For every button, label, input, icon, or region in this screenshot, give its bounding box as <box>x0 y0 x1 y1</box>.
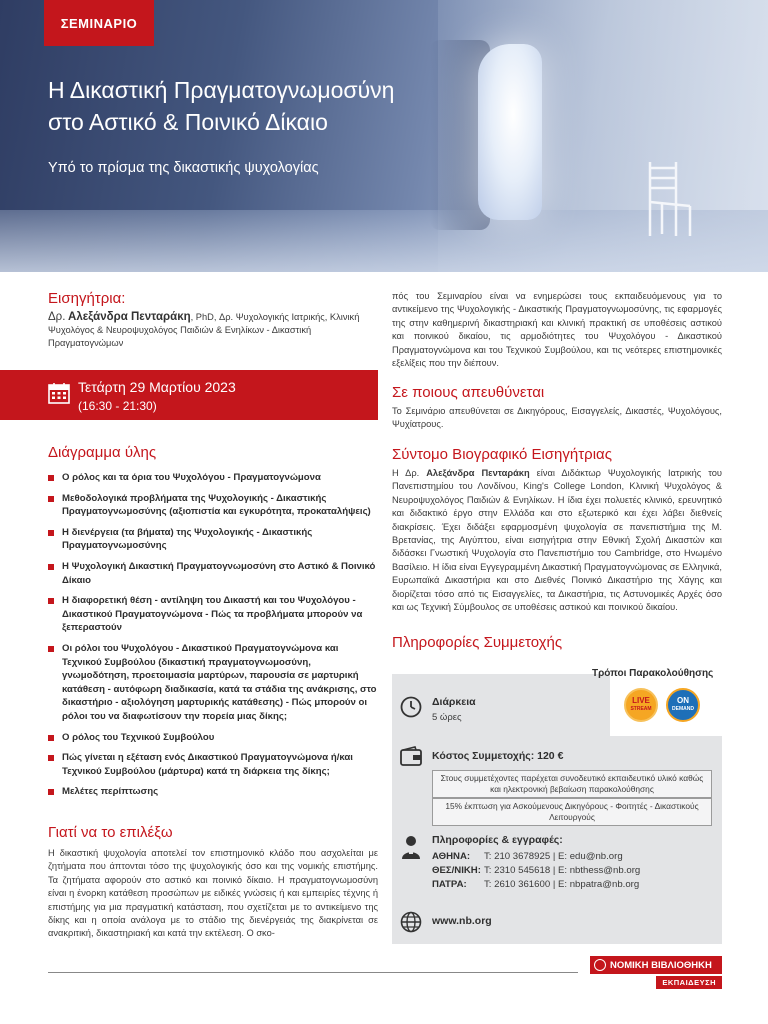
participation-heading: Πληροφορίες Συμμετοχής <box>392 634 563 651</box>
contact-athens: ΑΘΗΝΑ: T: 210 3678925 | E: edu@nb.org <box>432 851 623 862</box>
contact-athens-link[interactable]: T: 210 3678925 | E: edu@nb.org <box>484 851 623 862</box>
speaker-prefix: Δρ. <box>48 311 66 323</box>
logo-emblem-icon <box>594 959 606 971</box>
date-banner <box>0 370 378 420</box>
participation-section <box>392 634 722 651</box>
why-text: Η δικαστική ψυχολογία αποτελεί τον επιστημονικό κλάδο που ασχολείται με ζητήματα που άπτονται τόσο της ψυχολογικής όσο και της νομικής επιστήμης. Τα ζητήματα αφορούν στο αστικό και ποινικό δίκαιο. Η πραγματογνωμοσύνη είναι η ένορκη κατάθεση προσώπων με ειδικές γνώσεις ή και εμπειρίες τέχνης ή επιστήμης για μια πραγματική κατάσταση, που σχετίζεται με το αντικείμενο της δίκης και η οποία ανάλογα με το στάδιο της διενέργειάς της διακρίνεται σε ανακριτική, δικαστηριακή και κατά την εκτέλεση. Ο σκο- <box>48 848 378 939</box>
wallet-icon <box>400 746 422 766</box>
bullet-square-icon <box>48 755 54 761</box>
why-heading: Γιατί να το επιλέξω <box>48 824 173 841</box>
logo-brand: ΝΟΜΙΚΗ ΒΙΒΛΙΟΘΗΚΗ <box>610 959 712 971</box>
bullet-square-icon <box>48 646 54 652</box>
bullet-square-icon <box>48 789 54 795</box>
event-time: (16:30 - 21:30) <box>78 399 157 413</box>
cost-note-discount: 15% έκπτωση για Ασκούμενους Δικηγόρους - Φοιτητές - Δικαστικούς Λειτουργούς <box>432 798 712 826</box>
speaker-heading: Εισηγήτρια: <box>48 290 126 307</box>
contact-patra-link[interactable]: T: 2610 361600 | E: nbpatra@nb.org <box>484 879 640 890</box>
bullet-square-icon <box>48 530 54 536</box>
event-date: Τετάρτη 29 Μαρτίου 2023 <box>78 379 236 395</box>
duration-label: Διάρκεια <box>432 696 476 708</box>
footer-divider <box>48 972 578 973</box>
syllabus-item: Η διενέργεια (τα βήματα) της Ψυχολογικής - Δικαστικής Πραγματογνωμοσύνης <box>48 526 378 553</box>
syllabus-list <box>48 471 378 799</box>
hero-banner <box>0 0 768 272</box>
bullet-square-icon <box>48 475 54 481</box>
contact-patra: ΠΑΤΡΑ: T: 2610 361600 | E: nbpatra@nb.org <box>432 879 640 890</box>
live-stream-icon: LIVE STREAM <box>624 688 658 722</box>
cost-note-material: Στους συμμετέχοντες παρέχεται συνοδευτικό εκπαιδευτικό υλικό καθώς και ηλεκτρονική βεβαίωση παρακολούθησης <box>432 770 712 798</box>
bullet-square-icon <box>48 564 54 570</box>
syllabus-item: Πώς γίνεται η εξέταση ενός Δικαστικού Πραγματογνώμονα ή/και Τεχνικού Συμβούλου (μάρτυρα) κατά τη διάρκεια της δίκης; <box>48 751 378 778</box>
logo-division: ΕΚΠΑΙΔΕΥΣΗ <box>656 976 722 989</box>
speaker-info <box>48 311 378 350</box>
website-link[interactable]: www.nb.org <box>432 915 492 927</box>
chair-illustration <box>640 158 696 238</box>
bio-text: Η Δρ. Αλεξάνδρα Πενταράκη είναι Διδάκτωρ Ψυχολογικής Ιατρικής του Πανεπιστημίου του Λονδίνου, King's College London, Κλινική Ψυχολόγος & Νευροψυχολόγος Παιδιών & Ενηλίκων. Η ίδια έχει πολυετές κλινικό, ερευνητικό και διδακτικό έργο στην Ελλάδα και στο εξωτερικό και έχει λάβει διεθνείς διακρίσεις. Έχει διδάξει εφαρμοσμένη ψυχολογία σε πανεπιστήμια της Μ. Βρετανίας, της Αιγύπτου, είναι εισηγήτρια στην Εθνική Σχολή Δικαστών και διδάσκει Γνωστική Ψυχολογία στο Πανεπιστήμιο του Cambridge, στο Ηνωμένο Βασίλειο. Η ίδια είναι Εγγεγραμμένη Δικαστική Πραγματογνώμονας σε Ελληνικά, Ευρωπαϊκά Δικαστήρια και στο Διεθνές Ποινικό Δικαστήριο της Χάγης και διορίζεται τόσο από τις Εισαγγελίες, τα Δικαστήρια, τις Αστυνομικές Αρχές όσο και ως Τεχνική Σύμβουλος σε υποθέσεις αστικού και ποινικού δικαίου. <box>392 468 722 613</box>
syllabus-item: Ο ρόλος και τα όρια του Ψυχολόγου - Πραγματογνώμονα <box>48 471 378 485</box>
page-subtitle: Υπό το πρίσμα της δικαστικής ψυχολογίας <box>48 160 319 176</box>
bullet-square-icon <box>48 598 54 604</box>
page-title: Η Δικαστική Πραγματογνωμοσύνη στο Αστικό & Ποινικό Δίκαιο <box>48 77 395 135</box>
syllabus-item: Η διαφορετική θέση - αντίληψη του Δικαστή και του Ψυχολόγου - Δικαστικού Πραγματογνώμονα - Πώς τα προβλήματα μπορούν να ξεπεραστούν <box>48 594 378 635</box>
calendar-icon <box>48 382 70 404</box>
syllabus-heading: Διάγραμμα ύλης <box>48 444 157 461</box>
attendance-modes-title: Τρόποι Παρακολούθησης <box>592 668 714 679</box>
syllabus-item: Η Ψυχολογική Δικαστική Πραγματογνωμοσύνη στο Αστικό & Ποινικό Δίκαιο <box>48 560 378 587</box>
clock-icon <box>400 696 422 718</box>
bio-section <box>392 446 722 614</box>
audience-section <box>392 384 722 432</box>
hero-face-silhouette-opening <box>478 44 542 220</box>
contact-thessaloniki-link[interactable]: T: 2310 545618 | E: nbthess@nb.org <box>484 865 641 876</box>
why-section <box>48 824 378 941</box>
contact-thessaloniki: ΘΕΣ/ΝΙΚΗ: T: 2310 545618 | E: nbthess@nb.org <box>432 865 641 876</box>
bio-heading: Σύντομο Βιογραφικό Εισηγήτριας <box>392 446 612 463</box>
speaker-section <box>48 290 378 350</box>
bullet-square-icon <box>48 735 54 741</box>
audience-heading: Σε ποιους απευθύνεται <box>392 384 545 401</box>
on-demand-icon: ON DEMAND <box>666 688 700 722</box>
globe-icon <box>400 911 422 933</box>
bio-name: Αλεξάνδρα Πενταράκη <box>426 468 530 478</box>
person-contact-icon <box>400 834 422 860</box>
duration-value: 5 ώρες <box>432 712 462 723</box>
syllabus-item: Μελέτες περίπτωσης <box>48 785 378 799</box>
why-text-continuation: πός του Σεμιναρίου είναι να ενημερώσει τους εκπαιδευόμενους για το αντικείμενο της Ψυχολογικής - Δικαστικής Πραγματογνωμοσύνης, τις εφαρμογές της στην καθημερινή δικαστηριακή και κλινική πρακτική σε υποθέσεις αστικού και ποινικού δικαίου, τις αρμοδιότητες του Ψυχολόγου - Δικαστικού Πραγματογνώμονα και του Τεχνικού Συμβούλου, και τις νεότερες επιστημονικές εξελίξεις που την διέπουν. <box>392 291 722 369</box>
syllabus-item: Μεθοδολογικά προβλήματα της Ψυχολογικής - Δικαστικής Πραγματογνωμοσύνης (αξιοπιστία και εγκυρότητα, προκαταλήψεις) <box>48 492 378 519</box>
contact-label: Πληροφορίες & εγγραφές: <box>432 834 563 846</box>
syllabus-item: Οι ρόλοι του Ψυχολόγου - Δικαστικού Πραγματογνώμονα και Τεχνικού Συμβούλου (δικαστική πραγματογνωμοσύνη, γνωμοδότηση, προετοιμασία μαρτύρων, παρουσία σε μαρτυρική κατάθεση - αυτόφωρη διαδικασία, κατά τα στάδια της ανάκρισης, στο δικαστήριο - αξιολόγηση μαρτυρικής κατάθεσης) - Πώς μπορούν οι ρόλοι του να διαφωτίσουν την πορεία μιας δίκης; <box>48 642 378 724</box>
cost-label: Κόστος Συμμετοχής: 120 € <box>432 750 564 762</box>
speaker-name: Αλεξάνδρα Πενταράκη <box>68 311 191 323</box>
nomiki-vivliothiki-logo <box>590 956 722 990</box>
speaker-details: , PhD, Δρ. Ψυχολογικής Ιατρικής, Κλινική Ψυχολόγος & Νευροψυχολόγος Παιδιών & Ενηλίκων - Δικαστική Πραγματογνώμων <box>48 312 360 348</box>
syllabus-section <box>48 444 378 806</box>
seminar-badge: ΣΕΜΙΝΑΡΙΟ <box>44 0 154 46</box>
bullet-square-icon <box>48 496 54 502</box>
syllabus-item: Ο ρόλος του Τεχνικού Συμβούλου <box>48 731 378 745</box>
audience-text: Το Σεμινάριο απευθύνεται σε Δικηγόρους, Εισαγγελείς, Δικαστές, Ψυχολόγους, Ψυχίατρους. <box>392 406 722 430</box>
